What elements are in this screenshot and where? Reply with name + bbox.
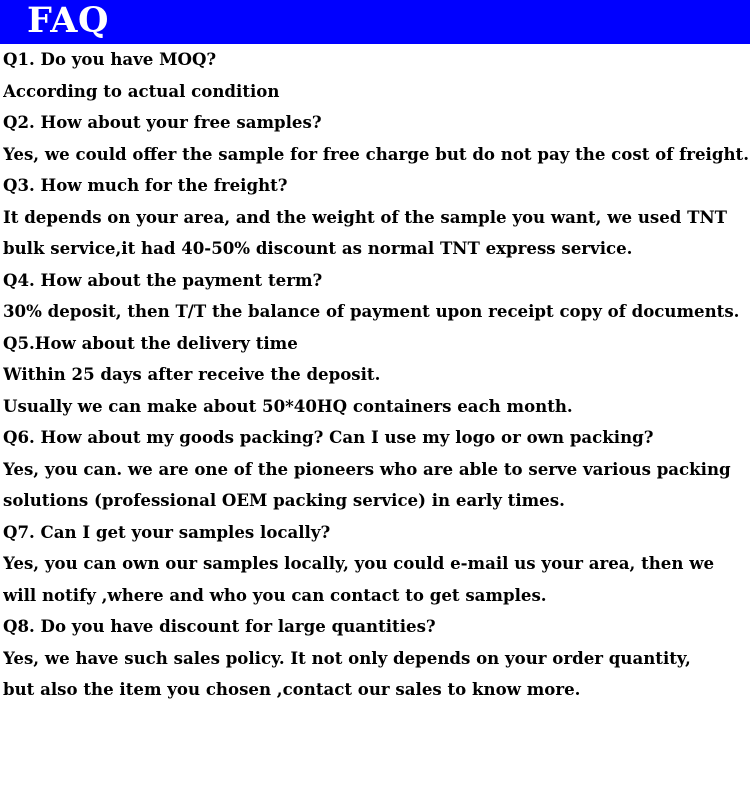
faq-list — [3, 44, 749, 706]
faq-question-5: Q5.How about the delivery time — [3, 332, 298, 353]
faq-answer-6-line-1: Yes, you can. we are one of the pioneers who are able to serve various packing — [3, 458, 731, 479]
faq-answer-1: According to actual condition — [3, 80, 280, 101]
faq-question-8: Q8. Do you have discount for large quantities? — [3, 616, 436, 636]
faq-header-bar — [0, 0, 750, 44]
faq-answer-4: 30% deposit, then T/T the balance of payment upon receipt copy of documents. — [3, 301, 740, 321]
faq-answer-3-line-2: bulk service,it had 40-50% discount as normal TNT express service. — [3, 238, 633, 258]
faq-answer-8-line-2: but also the item you chosen ,contact our sales to know more. — [3, 679, 581, 699]
faq-answer-5-line-2: Usually we can make about 50*40HQ containers each month. — [3, 395, 573, 416]
faq-answer-6-line-2: solutions (professional OEM packing service) in early times. — [3, 490, 565, 510]
faq-question-6: Q6. How about my goods packing? Can I use my logo or own packing? — [3, 427, 654, 447]
faq-answer-5-line-1: Within 25 days after receive the deposit. — [3, 364, 381, 384]
faq-answer-7-line-2: will notify ,where and who you can contact to get samples. — [3, 584, 547, 605]
faq-title: FAQ — [27, 0, 109, 41]
faq-answer-3-line-1: It depends on your area, and the weight of the sample you want, we used TNT — [3, 206, 728, 227]
faq-question-7: Q7. Can I get your samples locally? — [3, 521, 331, 542]
faq-answer-7-line-1: Yes, you can own our samples locally, you could e-mail us your area, then we — [3, 553, 715, 573]
faq-answer-2: Yes, we could offer the sample for free charge but do not pay the cost of freight. — [3, 143, 749, 164]
faq-question-2: Q2. How about your free samples? — [3, 112, 322, 132]
faq-question-4: Q4. How about the payment term? — [3, 269, 323, 290]
faq-answer-8-line-1: Yes, we have such sales policy. It not only depends on your order quantity, — [3, 647, 691, 668]
faq-question-3: Q3. How much for the freight? — [3, 175, 288, 195]
faq-question-1: Q1. Do you have MOQ? — [3, 49, 217, 69]
